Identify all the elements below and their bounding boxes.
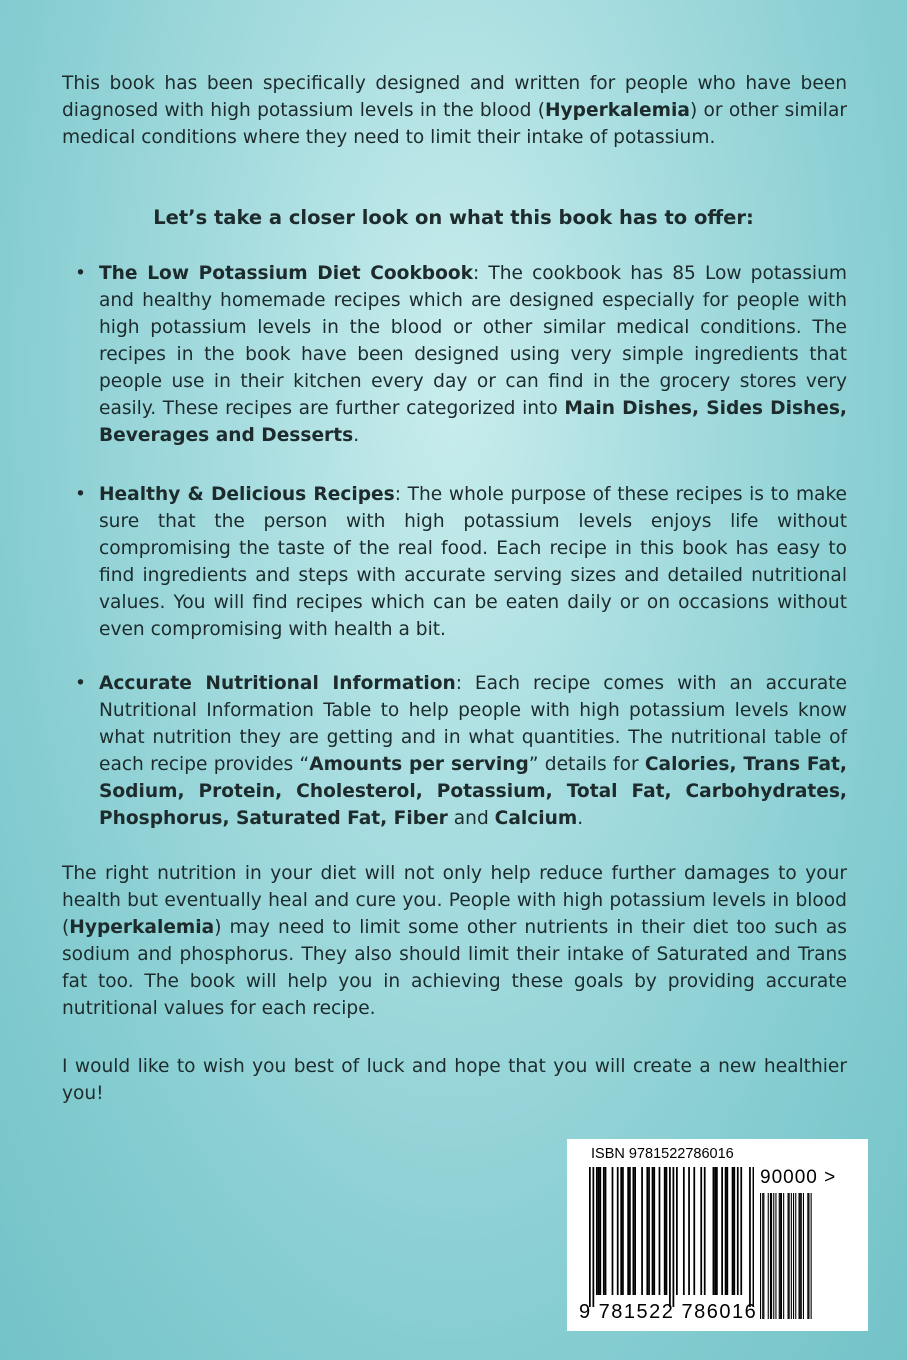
barcode-bar [605, 1167, 607, 1295]
barcode-bar [704, 1167, 706, 1295]
barcode-bar [634, 1167, 636, 1295]
barcode-bar [627, 1167, 629, 1295]
barcode-bar [599, 1167, 601, 1295]
barcode-bar [737, 1167, 739, 1295]
barcode-bar [768, 1193, 769, 1319]
price-code: 90000 > [760, 1167, 837, 1188]
barcode-bar [773, 1193, 774, 1319]
intro-text: This book has been specifically designed and written for people who have been diagnosed with high potassium levels in the blood ( [62, 73, 847, 121]
barcode-bar [612, 1167, 614, 1295]
bullet-marker: • [75, 263, 86, 284]
barcode-bar [725, 1167, 727, 1295]
barcode-bar [780, 1193, 781, 1319]
barcode-bar [633, 1167, 635, 1295]
barcode-bar [669, 1167, 671, 1307]
barcode-bar [646, 1167, 648, 1295]
barcode-bar [781, 1193, 782, 1319]
barcode-bar [788, 1193, 789, 1319]
bullet-nutrition-calcium: Calcium [494, 808, 578, 829]
section-heading: Let’s take a closer look on what this book has to offer: [153, 206, 754, 229]
barcode-bar [803, 1193, 804, 1319]
barcode-bar [659, 1167, 661, 1295]
bullet-nutrition-end: . [577, 808, 584, 829]
barcode-bar [693, 1167, 695, 1295]
barcode-bar [589, 1167, 591, 1307]
bullet-marker: • [75, 484, 86, 505]
barcode-bar [592, 1167, 594, 1307]
barcode-bar [652, 1167, 654, 1295]
bullet-cookbook [99, 260, 847, 449]
barcode-bar [641, 1167, 643, 1295]
bullet-nutrition-amounts: Amounts per serving [309, 754, 529, 775]
barcode-bar [740, 1167, 742, 1295]
barcode-bar [753, 1167, 754, 1307]
barcode-bar [620, 1167, 622, 1295]
barcode-bar [808, 1193, 809, 1319]
bullet-cookbook-title: The Low Potassium Diet Cookbook [99, 263, 474, 284]
barcode-bar [771, 1193, 772, 1319]
closing-text-end: ) may need to limit some other nutrients in their diet too such as sodium and phosphorus. They also should limit their intake of Saturated and Trans fat too. The book will help you in achieving these goals by providing accurate nutritional values for each recipe. [62, 917, 847, 1019]
barcode-bar [714, 1167, 716, 1295]
barcode-bar [629, 1167, 631, 1295]
barcode-bar [688, 1167, 690, 1295]
barcode-bar [791, 1193, 792, 1319]
barcode-bar [721, 1167, 723, 1295]
ean-digits: 9 781522 786016 [579, 1301, 758, 1323]
barcode-bar [666, 1167, 668, 1295]
intro-bold-term: Hyperkalemia [545, 100, 690, 121]
bullet-recipes [99, 481, 847, 643]
barcode-bar [700, 1167, 702, 1295]
barcode-bar [683, 1167, 685, 1295]
bullet-nutrition [99, 670, 847, 832]
bullet-cookbook-end: . [353, 425, 360, 446]
closing-text: The right nutrition in your diet will not only help reduce further damages to your health but eventually heal and cure you. People with high potassium levels in blood ( [62, 863, 847, 938]
barcode-bar [779, 1193, 780, 1319]
barcode-bar [648, 1167, 650, 1295]
barcode-bar [763, 1193, 764, 1319]
barcode-bar [760, 1193, 761, 1319]
addon-barcode-bars [760, 1193, 818, 1319]
barcode-bar [762, 1193, 763, 1319]
closing-bold-term: Hyperkalemia [69, 917, 215, 938]
closing-paragraph [62, 860, 847, 1022]
barcode-bar [716, 1167, 718, 1295]
bullet-nutrition-title: Accurate Nutritional Information [99, 673, 456, 694]
bullet-cookbook-categories: Main Dishes, Sides Dishes, Beverages and Desserts [99, 398, 847, 446]
barcode-bar [732, 1167, 734, 1295]
barcode-bar [596, 1167, 598, 1295]
bullet-recipes-title: Healthy & Delicious Recipes [99, 484, 395, 505]
isbn-barcode [567, 1139, 868, 1331]
wish-paragraph: I would like to wish you best of luck and hope that you will create a new healthier you! [62, 1056, 847, 1104]
barcode-bar [775, 1193, 776, 1319]
barcode-bar [622, 1167, 624, 1295]
barcode-bar [783, 1193, 784, 1319]
barcode-bar [801, 1193, 802, 1319]
barcode-bar [676, 1167, 678, 1295]
barcode-bar [603, 1167, 605, 1295]
barcode-bar [807, 1193, 808, 1319]
barcode-bar [673, 1167, 675, 1307]
barcode-bar [799, 1193, 800, 1319]
barcode-bar [664, 1167, 666, 1295]
bullet-nutrition-text-3: and [447, 808, 495, 829]
bullet-nutrition-nutrients: Calories, Trans Fat, Sodium, Protein, Cholesterol, Potassium, Total Fat, Carbohydrates, Phosphorus, Saturated Fat, Fiber [99, 754, 847, 829]
barcode-bar [749, 1167, 751, 1307]
barcode-bar [617, 1167, 619, 1295]
bullet-marker: • [75, 673, 86, 694]
barcode-bar [733, 1167, 735, 1295]
barcode-bar [770, 1193, 771, 1319]
barcode-bar [598, 1167, 600, 1295]
barcode-bar [713, 1167, 715, 1295]
bullet-recipes-text: : The whole purpose of these recipes is to make sure that the person with high potassium levels enjoys life without compromising the taste of the real food. Each recipe in this book has easy to find ingredients and steps with accurate serving sizes and detailed nutritional values. You will find recipes which can be eaten daily or on occasions without even compromising with health a bit. [99, 484, 847, 640]
intro-text-end: ) or other similar medical conditions where they need to limit their intake of potassium. [62, 100, 847, 148]
barcode-bar [789, 1193, 790, 1319]
isbn-label: ISBN 9781522786016 [591, 1146, 734, 1162]
barcode-bar [800, 1193, 801, 1319]
barcode-bar [726, 1167, 728, 1295]
barcode-bar [793, 1193, 794, 1319]
barcode-bar [795, 1193, 796, 1319]
barcode-bar [811, 1193, 812, 1319]
barcode-bar [653, 1167, 655, 1295]
intro-paragraph [62, 70, 847, 151]
ean-barcode-bars [589, 1167, 754, 1307]
bullet-cookbook-text: : The cookbook has 85 Low potassium and healthy homemade recipes which are designed especially for people with high potassium levels in the blood or other similar medical conditions. The recipes in the book have been designed using very simple ingredients that people use in their kitchen every day or can find in the grocery stores very easily. These recipes are further categorized into [99, 263, 847, 419]
bullet-nutrition-text: : Each recipe comes with an accurate Nutritional Information Table to help people with high potassium levels know what nutrition they are getting and in what quantities. The nutritional table of each recipe provides “ [99, 673, 847, 775]
bullet-nutrition-text-2: ” details for [528, 754, 645, 775]
